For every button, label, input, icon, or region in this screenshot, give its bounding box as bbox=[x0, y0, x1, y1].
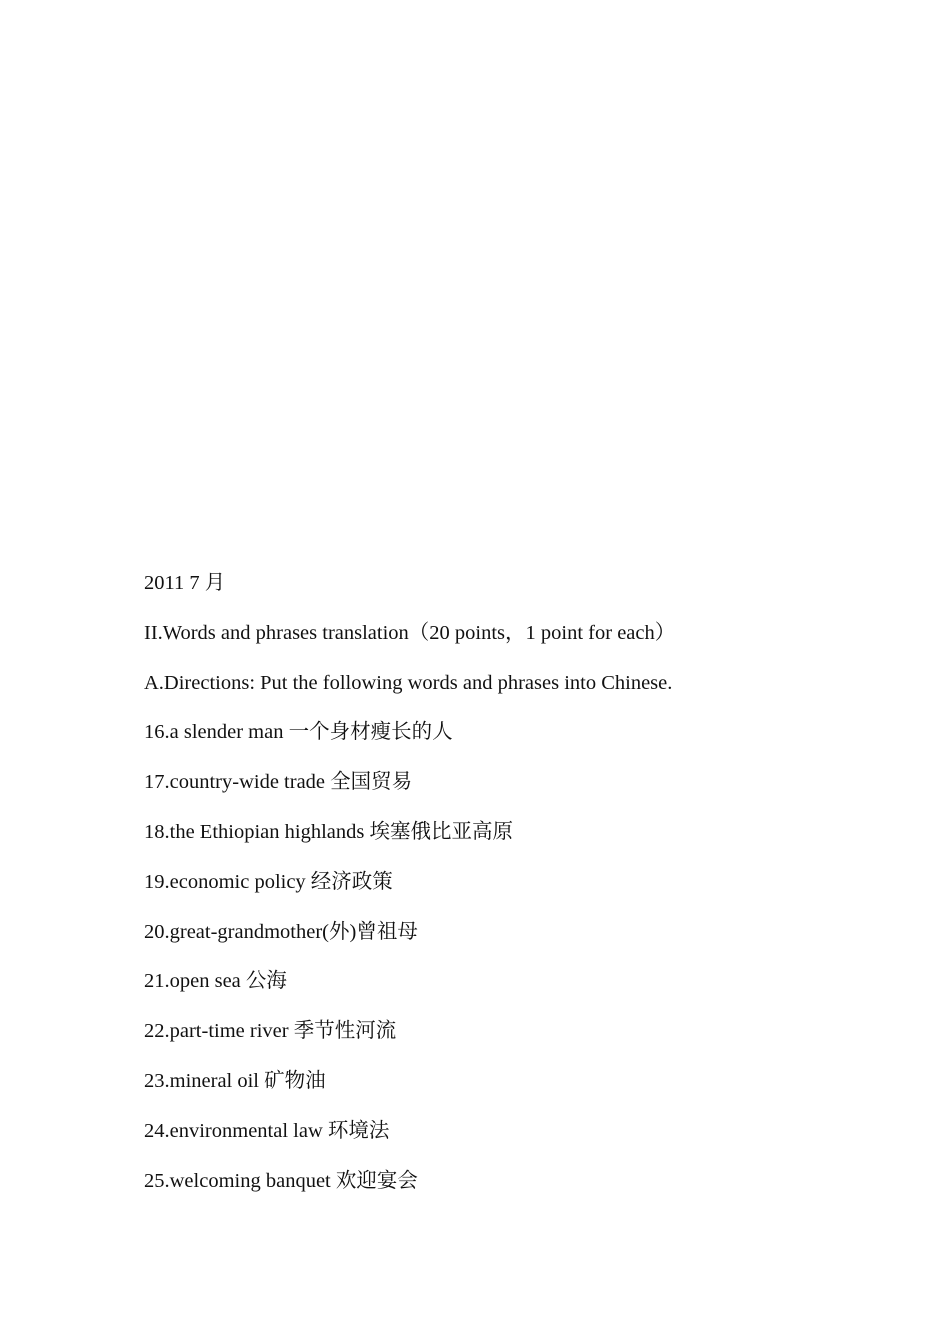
document-content bbox=[144, 568, 844, 1215]
translation-item: 16.a slender man 一个身材瘦长的人 bbox=[144, 721, 453, 744]
translation-item: 25.welcoming banquet 欢迎宴会 bbox=[144, 1169, 418, 1192]
translation-item: 20.great-grandmother(外)曾祖母 bbox=[144, 920, 418, 943]
translation-item: 21.open sea 公海 bbox=[144, 970, 287, 993]
exam-date: 2011 7 月 bbox=[144, 572, 226, 594]
translation-item: 17.country-wide trade 全国贸易 bbox=[144, 771, 413, 794]
translation-item: 19.economic policy 经济政策 bbox=[144, 870, 393, 893]
section-title: II.Words and phrases translation（20 points，1 point for each） bbox=[144, 621, 676, 644]
translation-item: 22.part-time river 季节性河流 bbox=[144, 1020, 397, 1043]
translation-item: 23.mineral oil 矿物油 bbox=[144, 1069, 326, 1092]
translation-item: 18.the Ethiopian highlands 埃塞俄比亚高原 bbox=[144, 820, 513, 843]
translation-item: 24.environmental law 环境法 bbox=[144, 1119, 390, 1142]
directions-text: A.Directions: Put the following words and phrases into Chinese. bbox=[144, 671, 673, 694]
